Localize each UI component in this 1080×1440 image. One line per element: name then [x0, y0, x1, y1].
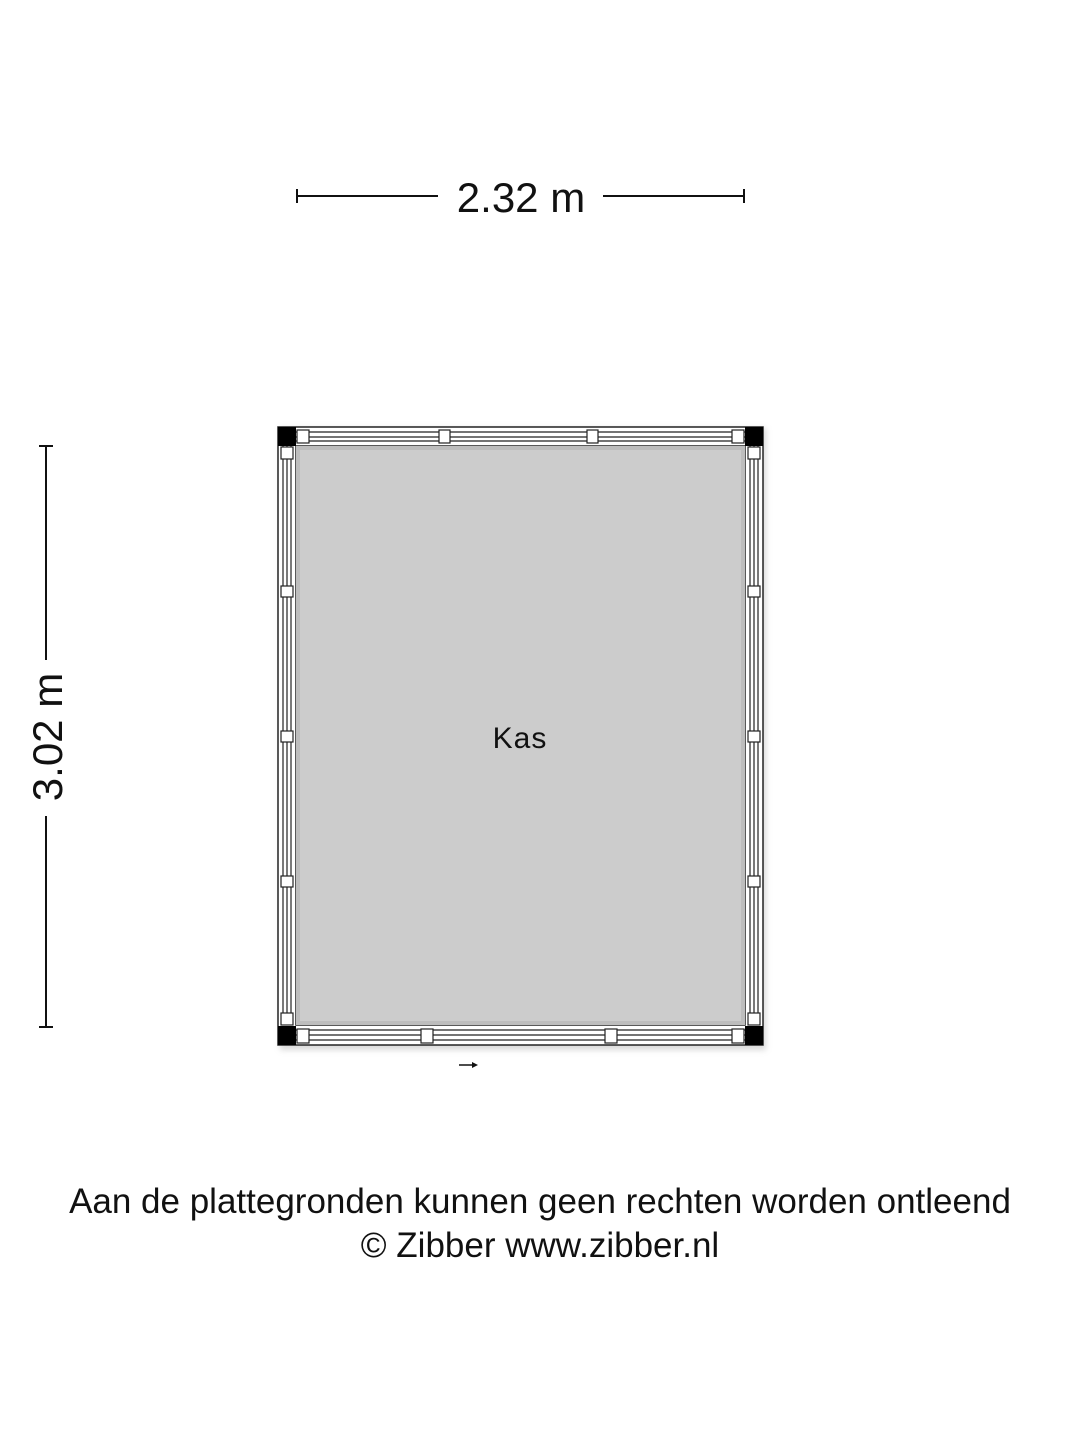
entrance-arrow-icon	[459, 1062, 478, 1068]
width-dimension	[297, 174, 744, 221]
room-label: Kas	[492, 722, 548, 755]
corner-post-top-left	[278, 427, 296, 446]
width-dimension-label: 2.32 m	[456, 174, 586, 221]
height-dimension-label: 3.02 m	[24, 672, 71, 802]
corner-post-bottom-left	[278, 1026, 296, 1045]
corner-post-bottom-right	[745, 1026, 763, 1045]
height-dimension	[24, 446, 71, 1027]
disclaimer-text: Aan de plattegronden kunnen geen rechten worden ontleend	[69, 1182, 1011, 1221]
corner-post-top-right	[745, 427, 763, 446]
copyright-text: © Zibber www.zibber.nl	[360, 1226, 720, 1265]
room-kas	[278, 427, 766, 1050]
